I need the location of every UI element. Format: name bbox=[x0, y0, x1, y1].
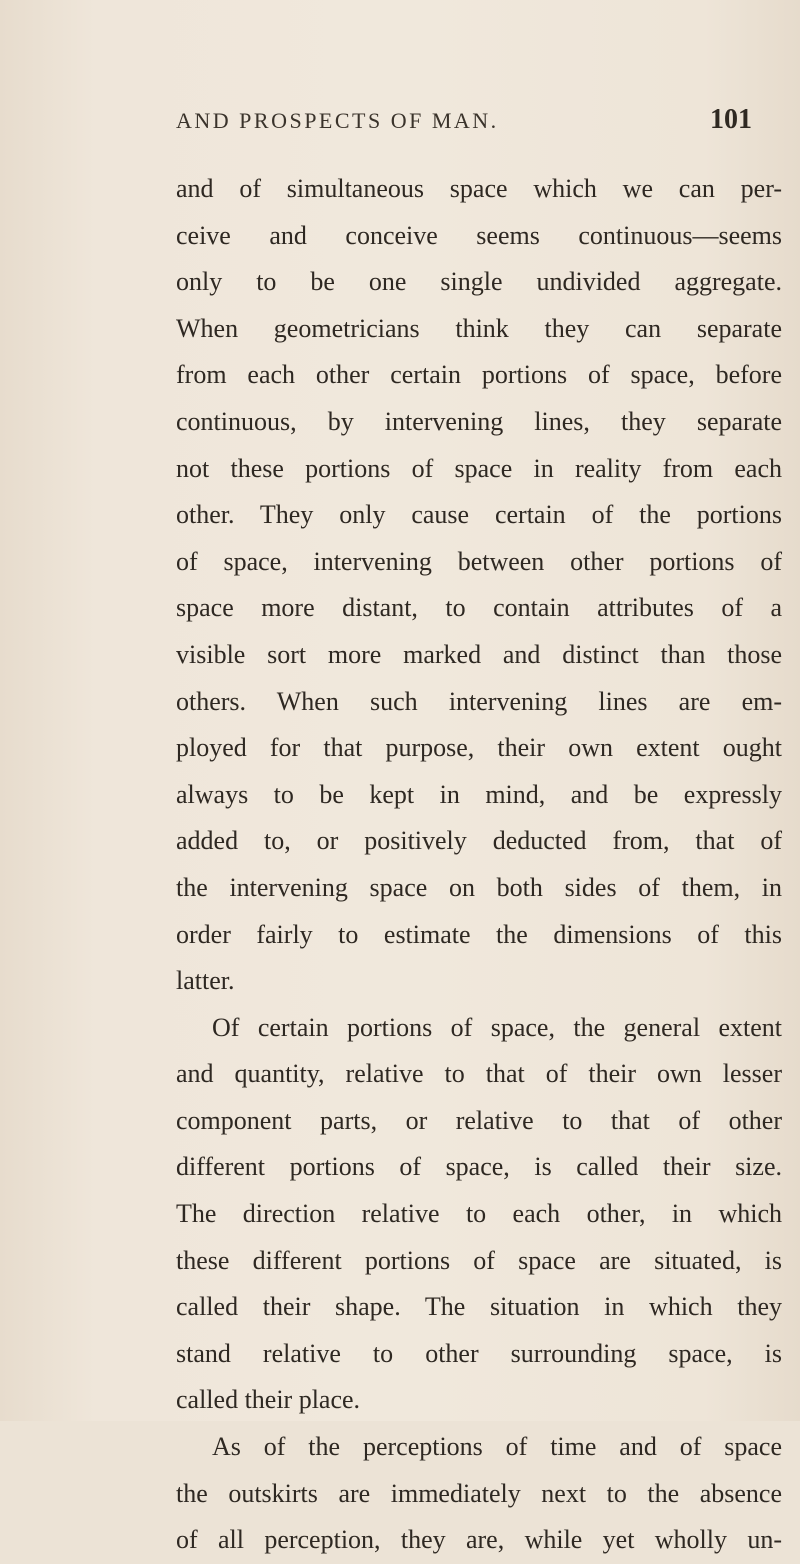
text-line: When geometricians think they can separate bbox=[176, 313, 782, 343]
text-line: of space, intervening between other portions of bbox=[176, 546, 782, 576]
running-head-title: AND PROSPECTS OF MAN. bbox=[176, 108, 499, 133]
paragraph-end-line: latter. bbox=[176, 966, 235, 996]
text-line: other. They only cause certain of the portions bbox=[176, 500, 782, 530]
text-line: always to be kept in mind, and be expressly bbox=[176, 779, 782, 809]
page-number: 101 bbox=[710, 104, 752, 135]
running-head bbox=[0, 104, 800, 148]
text-line: ceive and conceive seems continuous—seems bbox=[176, 220, 782, 250]
paragraph-end-line: called their place. bbox=[176, 1385, 361, 1415]
text-line: from each other certain portions of space, before bbox=[176, 360, 782, 390]
text-line: called their shape. The situation in which they bbox=[176, 1292, 782, 1322]
text-line: and quantity, relative to that of their own lesser bbox=[176, 1059, 782, 1089]
text-line: stand relative to other surrounding space, is bbox=[176, 1338, 782, 1368]
text-line: component parts, or relative to that of other bbox=[176, 1105, 782, 1135]
text-line: The direction relative to each other, in which bbox=[176, 1199, 782, 1229]
text-line: space more distant, to contain attributes of a bbox=[176, 593, 782, 623]
text-line: only to be one single undivided aggregate. bbox=[176, 267, 782, 297]
text-line: these different portions of space are situated, is bbox=[176, 1245, 782, 1275]
text-line: added to, or positively deducted from, that of bbox=[176, 826, 782, 856]
text-line: and of simultaneous space which we can per- bbox=[176, 174, 782, 203]
paragraph-start-line: As of the perceptions of time and of space bbox=[212, 1432, 782, 1462]
text-line: different portions of space, is called their size. bbox=[176, 1152, 782, 1182]
text-line: the outskirts are immediately next to the absence bbox=[176, 1478, 782, 1508]
text-line: visible sort more marked and distinct than those bbox=[176, 639, 782, 669]
body-text bbox=[176, 166, 782, 1564]
text-line: not these portions of space in reality from each bbox=[176, 453, 782, 483]
text-line: order fairly to estimate the dimensions of this bbox=[176, 919, 782, 949]
text-line: of all perception, they are, while yet wholly un- bbox=[176, 1525, 782, 1555]
text-line: ployed for that purpose, their own extent ought bbox=[176, 733, 782, 763]
text-line: continuous, by intervening lines, they separate bbox=[176, 406, 782, 436]
text-line: the intervening space on both sides of them, in bbox=[176, 872, 782, 902]
paragraph-start-line: Of certain portions of space, the general extent bbox=[212, 1012, 782, 1042]
text-line: others. When such intervening lines are em- bbox=[176, 686, 782, 716]
